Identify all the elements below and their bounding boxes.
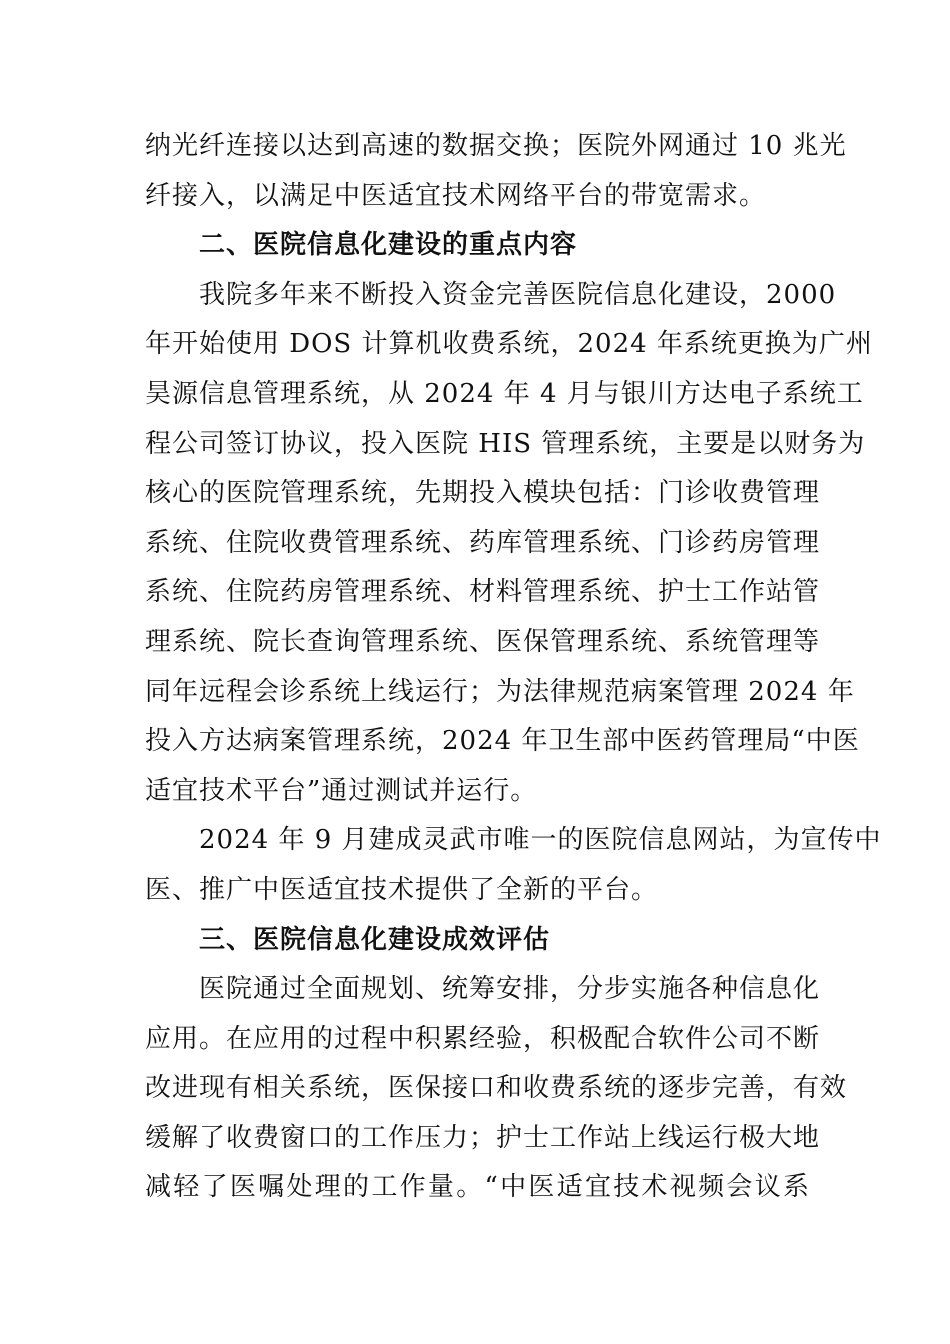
text-line: 适宜技术平台”通过测试并运行。 [145, 775, 538, 806]
text-line: 我院多年来不断投入资金完善医院信息化建设，2000 [199, 279, 837, 310]
text-line: 缓解了收费窗口的工作压力；护士工作站上线运行极大地 [145, 1122, 821, 1153]
text-line: 系统、住院药房管理系统、材料管理系统、护士工作站管 [145, 577, 821, 608]
text-line: 核心的医院管理系统，先期投入模块包括：门诊收费管理 [145, 478, 821, 509]
text-line: 改进现有相关系统，医保接口和收费系统的逐步完善，有效 [145, 1073, 848, 1104]
section-heading: 三、医院信息化建设成效评估 [199, 924, 551, 955]
text-line: 程公司签订协议，投入医院 HIS 管理系统，主要是以财务为 [145, 428, 866, 459]
text-line: 减轻了医嘱处理的工作量。“中医适宜技术视频会议系 [145, 1172, 810, 1203]
text-line: 医院通过全面规划、统筹安排，分步实施各种信息化 [199, 974, 821, 1005]
text-line: 年开始使用 DOS 计算机收费系统，2024 年系统更换为广州 [145, 329, 873, 360]
text-line: 纤接入，以满足中医适宜技术网络平台的带宽需求。 [145, 180, 767, 211]
text-line: 系统、住院收费管理系统、药库管理系统、门诊药房管理 [145, 527, 821, 558]
text-line: 纳光纤连接以达到高速的数据交换；医院外网通过 10 兆光 [145, 131, 847, 161]
text-line: 同年远程会诊系统上线运行；为法律规范病案管理 2024 年 [145, 676, 855, 707]
text-line: 应用。在应用的过程中积累经验，积极配合软件公司不断 [145, 1023, 821, 1054]
text-line: 投入方达病案管理系统，2024 年卫生部中医药管理局“中医 [145, 726, 860, 757]
section-heading: 二、医院信息化建设的重点内容 [199, 230, 578, 261]
text-line: 昊源信息管理系统，从 2024 年 4 月与银川方达电子系统工 [145, 378, 864, 409]
text-line: 理系统、院长查询管理系统、医保管理系统、系统管理等 [145, 626, 821, 657]
text-line: 2024 年 9 月建成灵武市唯一的医院信息网站，为宣传中 [199, 825, 882, 856]
text-line: 医、推广中医适宜技术提供了全新的平台。 [145, 874, 659, 905]
